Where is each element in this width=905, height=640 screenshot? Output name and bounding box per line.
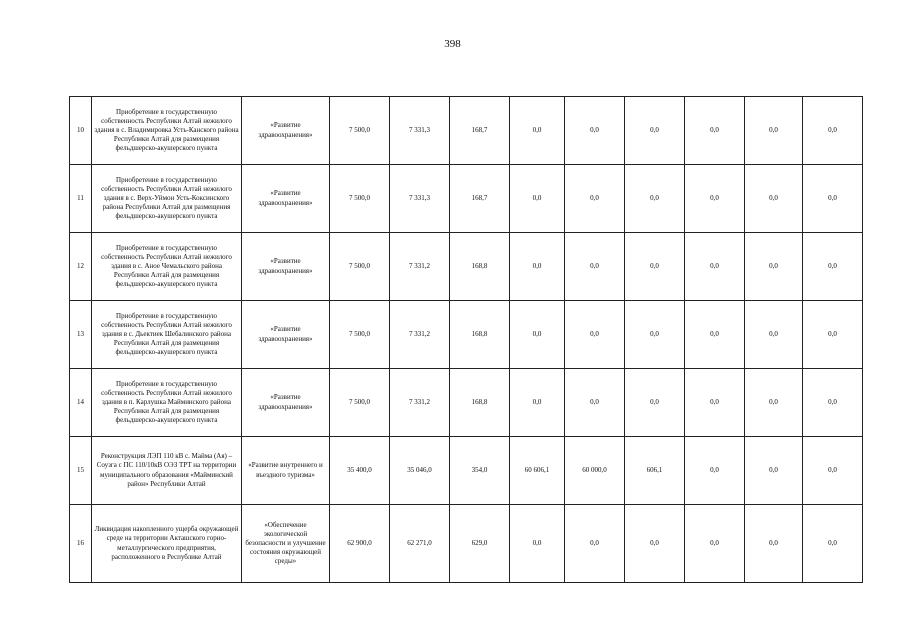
value-cell: 0,0 [745,97,803,165]
value-cell: 168,7 [450,165,510,233]
value-cell: 62 271,0 [390,505,450,583]
value-cell: 7 500,0 [330,97,390,165]
value-cell: 0,0 [565,369,625,437]
value-cell: 354,0 [450,437,510,505]
value-cell: 0,0 [803,369,863,437]
value-cell: 0,0 [625,301,685,369]
program-cell: «Развитие здравоохранения» [242,165,330,233]
value-cell: 0,0 [803,97,863,165]
row-number-cell: 16 [70,505,92,583]
row-number-cell: 14 [70,369,92,437]
program-cell: «Развитие здравоохранения» [242,233,330,301]
value-cell: 0,0 [565,301,625,369]
page-number: 398 [444,38,461,50]
description-cell: Приобретение в государственную собственность Республики Алтай нежилого здания в п. Карлушка Майминского района Республики Алтай для размещения фельдшерско-акушерского пункта [92,369,242,437]
value-cell: 0,0 [745,233,803,301]
row-number-cell: 15 [70,437,92,505]
value-cell: 7 331,2 [390,301,450,369]
value-cell: 0,0 [510,165,565,233]
value-cell: 0,0 [510,301,565,369]
value-cell: 168,7 [450,97,510,165]
value-cell: 0,0 [803,437,863,505]
value-cell: 0,0 [625,369,685,437]
row-number-cell: 12 [70,233,92,301]
program-cell: «Развитие здравоохранения» [242,301,330,369]
value-cell: 0,0 [625,97,685,165]
value-cell: 629,0 [450,505,510,583]
table-row [70,97,863,165]
description-cell: Приобретение в государственную собственность Республики Алтай нежилого здания в с. Верх-Уймон Усть-Коксинского района Республики Алтай для размещения фельдшерско-акушерского пункта [92,165,242,233]
program-cell: «Развитие здравоохранения» [242,369,330,437]
value-cell: 0,0 [510,369,565,437]
value-cell: 0,0 [685,505,745,583]
value-cell: 0,0 [565,97,625,165]
value-cell: 35 046,0 [390,437,450,505]
row-number-cell: 13 [70,301,92,369]
value-cell: 0,0 [625,165,685,233]
value-cell: 7 500,0 [330,233,390,301]
value-cell: 7 331,2 [390,233,450,301]
value-cell: 0,0 [745,165,803,233]
table-row [70,233,863,301]
value-cell: 7 331,3 [390,97,450,165]
description-cell: Приобретение в государственную собственность Республики Алтай нежилого здания в с. Владимировка Усть-Канского района Республики Алтай для размещения фельдшерско-акушерского пункта [92,97,242,165]
table-row [70,301,863,369]
description-cell: Реконструкция ЛЭП 110 кВ с. Майма (Ая) – Соузга с ПС 110/10кВ ОЭЗ ТРТ на территории муниципального образования «Майминский район» Республики Алтай [92,437,242,505]
description-cell: Ликвидация накопленного ущерба окружающей среде на территории Акташского горно-металлургического предприятия, расположенного в Республике Алтай [92,505,242,583]
value-cell: 0,0 [625,233,685,301]
description-cell: Приобретение в государственную собственность Республики Алтай нежилого здания в с. Аное Чемальского района Республики Алтай для размещения фельдшерско-акушерского пункта [92,233,242,301]
value-cell: 60 000,0 [565,437,625,505]
value-cell: 0,0 [510,97,565,165]
value-cell: 0,0 [685,301,745,369]
funding-table [69,96,863,583]
row-number-cell: 11 [70,165,92,233]
value-cell: 0,0 [685,97,745,165]
value-cell: 606,1 [625,437,685,505]
row-number-cell: 10 [70,97,92,165]
value-cell: 0,0 [625,505,685,583]
value-cell: 0,0 [803,233,863,301]
value-cell: 60 606,1 [510,437,565,505]
value-cell: 168,8 [450,233,510,301]
value-cell: 168,8 [450,369,510,437]
table-row [70,369,863,437]
value-cell: 7 500,0 [330,369,390,437]
value-cell: 7 500,0 [330,165,390,233]
value-cell: 7 500,0 [330,301,390,369]
value-cell: 168,8 [450,301,510,369]
value-cell: 7 331,3 [390,165,450,233]
value-cell: 35 400,0 [330,437,390,505]
value-cell: 0,0 [565,505,625,583]
table-body [70,97,863,583]
program-cell: «Обеспечение экологической безопасности и улучшение состояния окружающей среды» [242,505,330,583]
value-cell: 0,0 [803,505,863,583]
value-cell: 62 900,0 [330,505,390,583]
value-cell: 0,0 [685,165,745,233]
value-cell: 0,0 [745,505,803,583]
table-row [70,505,863,583]
value-cell: 0,0 [685,369,745,437]
value-cell: 0,0 [745,369,803,437]
value-cell: 0,0 [565,233,625,301]
value-cell: 0,0 [510,505,565,583]
value-cell: 0,0 [685,437,745,505]
value-cell: 0,0 [510,233,565,301]
program-cell: «Развитие внутреннего и въездного туризма» [242,437,330,505]
value-cell: 0,0 [685,233,745,301]
value-cell: 7 331,2 [390,369,450,437]
value-cell: 0,0 [745,301,803,369]
program-cell: «Развитие здравоохранения» [242,97,330,165]
table-row [70,165,863,233]
value-cell: 0,0 [745,437,803,505]
value-cell: 0,0 [565,165,625,233]
table-row [70,437,863,505]
value-cell: 0,0 [803,301,863,369]
value-cell: 0,0 [803,165,863,233]
description-cell: Приобретение в государственную собственность Республики Алтай нежилого здания в с. Дьектиек Шебалинского района Республики Алтай для размещения фельдшерско-акушерского пункта [92,301,242,369]
